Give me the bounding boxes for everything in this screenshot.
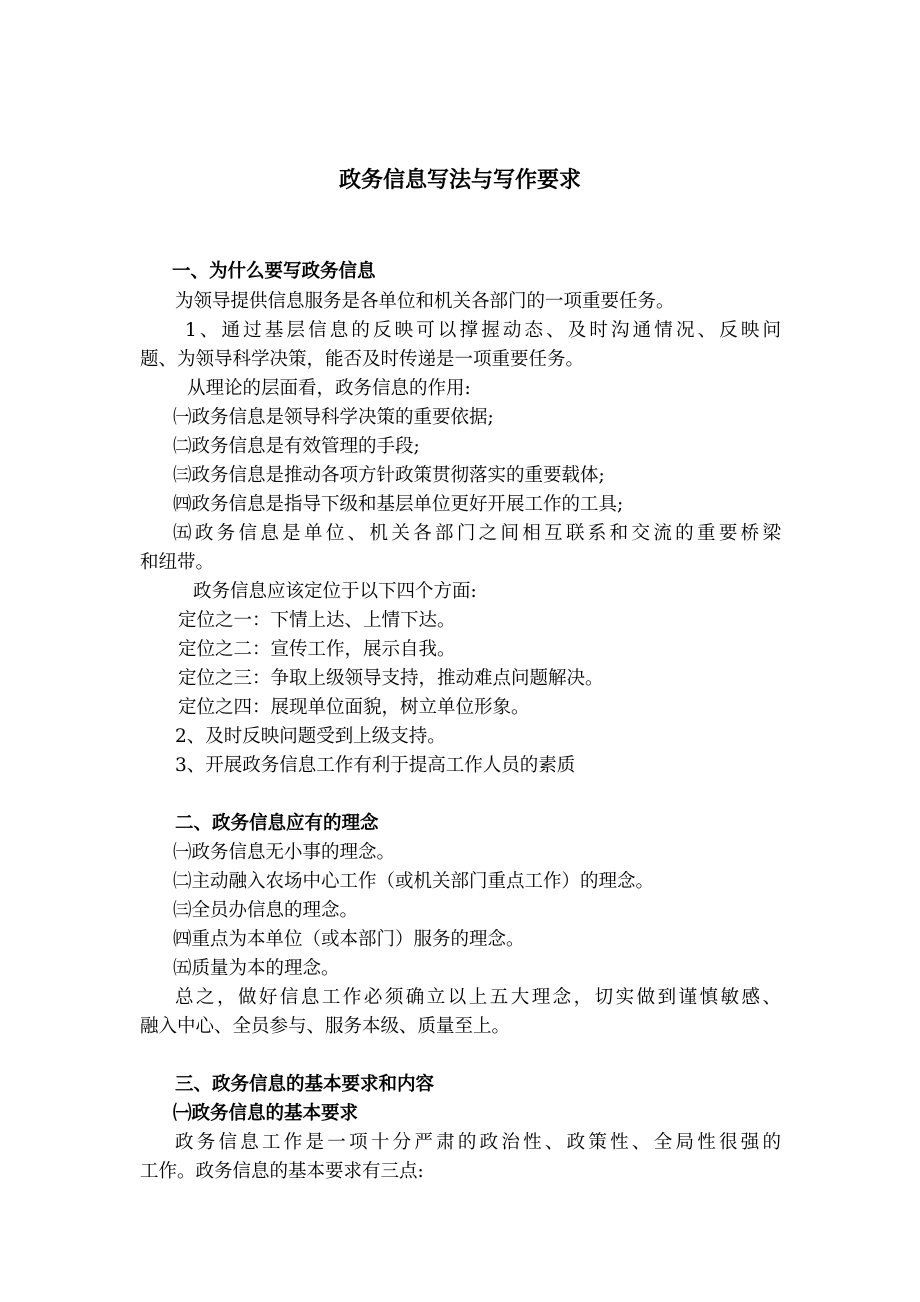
role-item-5-line1: ㈤政务信息是单位、机关各部门之间相互联系和交流的重要桥梁 [173,523,781,544]
position-item-2: 定位之二：宣传工作，展示自我。 [178,639,456,660]
section2-summary-line2: 融入中心、全员参与、服务本级、质量至上。 [140,1016,511,1037]
idea-item-5: ㈤质量为本的理念。 [173,958,340,979]
position-item-1: 定位之一：下情上达、上情下达。 [178,610,456,631]
role-item-2: ㈡政务信息是有效管理的手段; [173,436,420,457]
section3-para-line2: 工作。政务信息的基本要求有三点: [140,1161,424,1182]
section2-heading: 二、政务信息应有的理念 [175,813,379,834]
section1-point1-line1: 1、通过基层信息的反映可以撑握动态、及时沟通情况、反映问 [185,320,781,341]
section3-subheading: ㈠政务信息的基本要求 [173,1103,359,1124]
section1-theory: 从理论的层面看，政务信息的作用: [187,378,471,399]
idea-item-3: ㈢全员办信息的理念。 [173,900,359,921]
role-item-1: ㈠政务信息是领导科学决策的重要依据; [173,407,494,428]
section1-heading: 一、为什么要写政务信息 [172,261,376,282]
document-title: 政务信息写法与写作要求 [338,168,581,193]
idea-item-1: ㈠政务信息无小事的理念。 [173,842,396,863]
section1-point2: 2、及时反映问题受到上级支持。 [175,726,446,747]
section1-point3: 3、开展政务信息工作有利于提高工作人员的素质 [175,755,576,776]
position-item-4: 定位之四：展现单位面貌，树立单位形象。 [178,697,530,718]
section2-summary-line1: 总之，做好信息工作必须确立以上五大理念，切实做到谨慎敏感、 [175,987,781,1008]
section1-intro: 为领导提供信息服务是各单位和机关各部门的一项重要任务。 [175,291,675,312]
idea-item-2: ㈡主动融入农场中心工作（或机关部门重点工作）的理念。 [173,871,655,892]
section3-para-line1: 政务信息工作是一项十分严肃的政治性、政策性、全局性很强的 [175,1132,781,1153]
section1-point1-line2: 题、为领导科学决策，能否及时传递是一项重要任务。 [140,349,585,370]
position-item-3: 定位之三：争取上级领导支持，推动难点问题解决。 [178,668,604,689]
role-item-5-line2: 和纽带。 [140,552,215,573]
section3-heading: 三、政务信息的基本要求和内容 [175,1074,435,1095]
positioning-intro: 政务信息应该定位于以下四个方面: [193,581,477,602]
role-item-3: ㈢政务信息是推动各项方针政策贯彻落实的重要载体; [173,465,605,486]
role-item-4: ㈣政务信息是指导下级和基层单位更好开展工作的工具; [173,494,624,515]
idea-item-4: ㈣重点为本单位（或本部门）服务的理念。 [173,929,525,950]
